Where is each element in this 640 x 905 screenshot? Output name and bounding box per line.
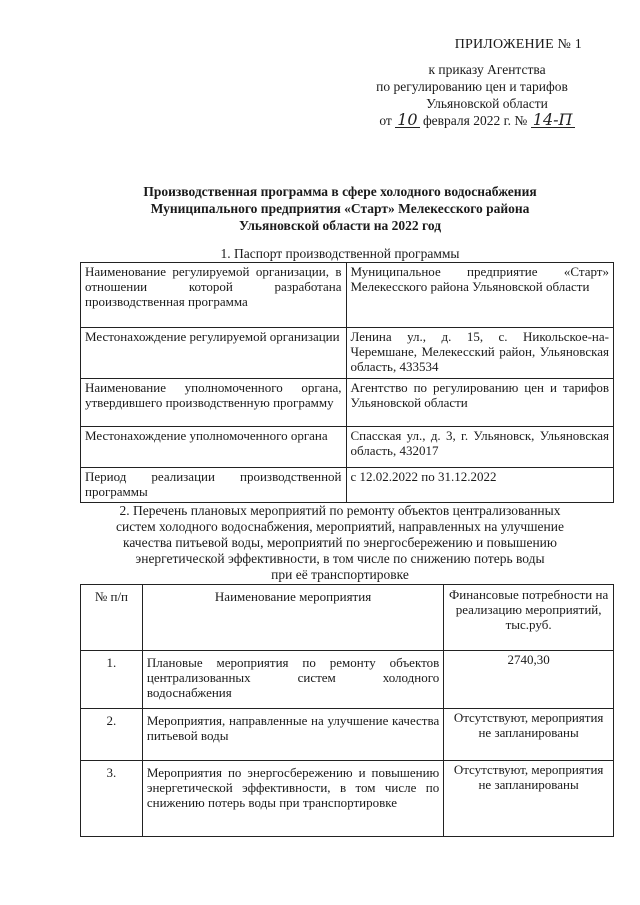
passport-value: Спасская ул., д. 3, г. Ульяновск, Ульяновская область, 432017 (346, 427, 613, 468)
passport-label: Наименование регулируемой организации, в отношении которой разработана производственная программа (81, 263, 347, 328)
section2-heading-line: при её транспортировке (271, 567, 409, 582)
handwritten-order-number: 14-П (531, 113, 575, 128)
passport-label: Местонахождение регулируемой организации (81, 328, 347, 379)
document-title (60, 183, 620, 234)
order-ref-line: к приказу Агентства (428, 62, 546, 77)
handwritten-day: 10 (397, 110, 418, 129)
title-line-1: Производственная программа в сфере холодного водоснабжения (143, 184, 537, 199)
passport-row (81, 468, 614, 503)
passport-value: Ленина ул., д. 15, с. Никольское-на-Черемшане, Мелекесский район, Ульяновская область, 433534 (346, 328, 613, 379)
date-prefix: от (379, 113, 392, 128)
appendix-number: ПРИЛОЖЕНИЕ № 1 (454, 37, 582, 52)
col-name-header: Наименование мероприятия (142, 585, 443, 651)
col-finance-header: Финансовые потребности на реализацию мероприятий, тыс.руб. (444, 585, 614, 651)
section1-heading: 1. Паспорт производственной программы (220, 246, 460, 261)
measure-name: Мероприятия по энергосбережению и повышению энергетической эффективности, в том числе по снижению потерь воды при транспортировке (142, 761, 443, 837)
section2-heading-line: систем холодного водоснабжения, мероприятий, направленных на улучшение (116, 519, 564, 534)
passport-row (81, 379, 614, 427)
region-line: Ульяновской области (426, 96, 548, 111)
passport-label: Период реализации производственной программы (81, 468, 347, 503)
passport-value: Агентство по регулированию цен и тарифов Ульяновской области (346, 379, 613, 427)
passport-row (81, 263, 614, 328)
measure-finance: 2740,30 (444, 651, 614, 709)
measure-name: Плановые мероприятия по ремонту объектов централизованных систем холодного водоснабжения (142, 651, 443, 709)
passport-value: с 12.02.2022 по 31.12.2022 (346, 468, 613, 503)
col-num-header: № п/п (81, 585, 143, 651)
agency-line: по регулированию цен и тарифов (376, 79, 568, 94)
section2-heading (60, 503, 620, 583)
title-line-3: Ульяновской области на 2022 год (238, 218, 442, 233)
measure-num: 2. (81, 709, 143, 761)
measure-finance: Отсутствуют, мероприятия не запланированы (444, 709, 614, 761)
passport-label: Местонахождение уполномоченного органа (81, 427, 347, 468)
measure-num: 1. (81, 651, 143, 709)
measure-row (81, 709, 614, 761)
passport-row (81, 427, 614, 468)
section2-heading-line: качества питьевой воды, мероприятий по энергосбережению и повышению (123, 535, 557, 550)
measure-name: Мероприятия, направленные на улучшение качества питьевой воды (142, 709, 443, 761)
section2-heading-line: 2. Перечень плановых мероприятий по ремонту объектов централизованных (119, 503, 561, 518)
passport-table (80, 262, 614, 503)
date-rest: февраля 2022 г. № (422, 113, 528, 128)
measure-row (81, 761, 614, 837)
title-line-2: Муниципального предприятия «Старт» Мелекесского района (150, 201, 530, 216)
measure-row (81, 651, 614, 709)
passport-row (81, 328, 614, 379)
section2-heading-line: энергетической эффективности, в том числе по снижению потерь воды (135, 551, 545, 566)
measure-num: 3. (81, 761, 143, 837)
passport-label: Наименование уполномоченного органа, утвердившего производственную программу (81, 379, 347, 427)
measure-finance: Отсутствуют, мероприятия не запланированы (444, 761, 614, 837)
order-date-line (372, 112, 582, 129)
appendix-header (376, 36, 582, 129)
measures-table (80, 584, 614, 837)
measures-header-row (81, 585, 614, 651)
passport-value: Муниципальное предприятие «Старт» Мелекесского района Ульяновской области (346, 263, 613, 328)
